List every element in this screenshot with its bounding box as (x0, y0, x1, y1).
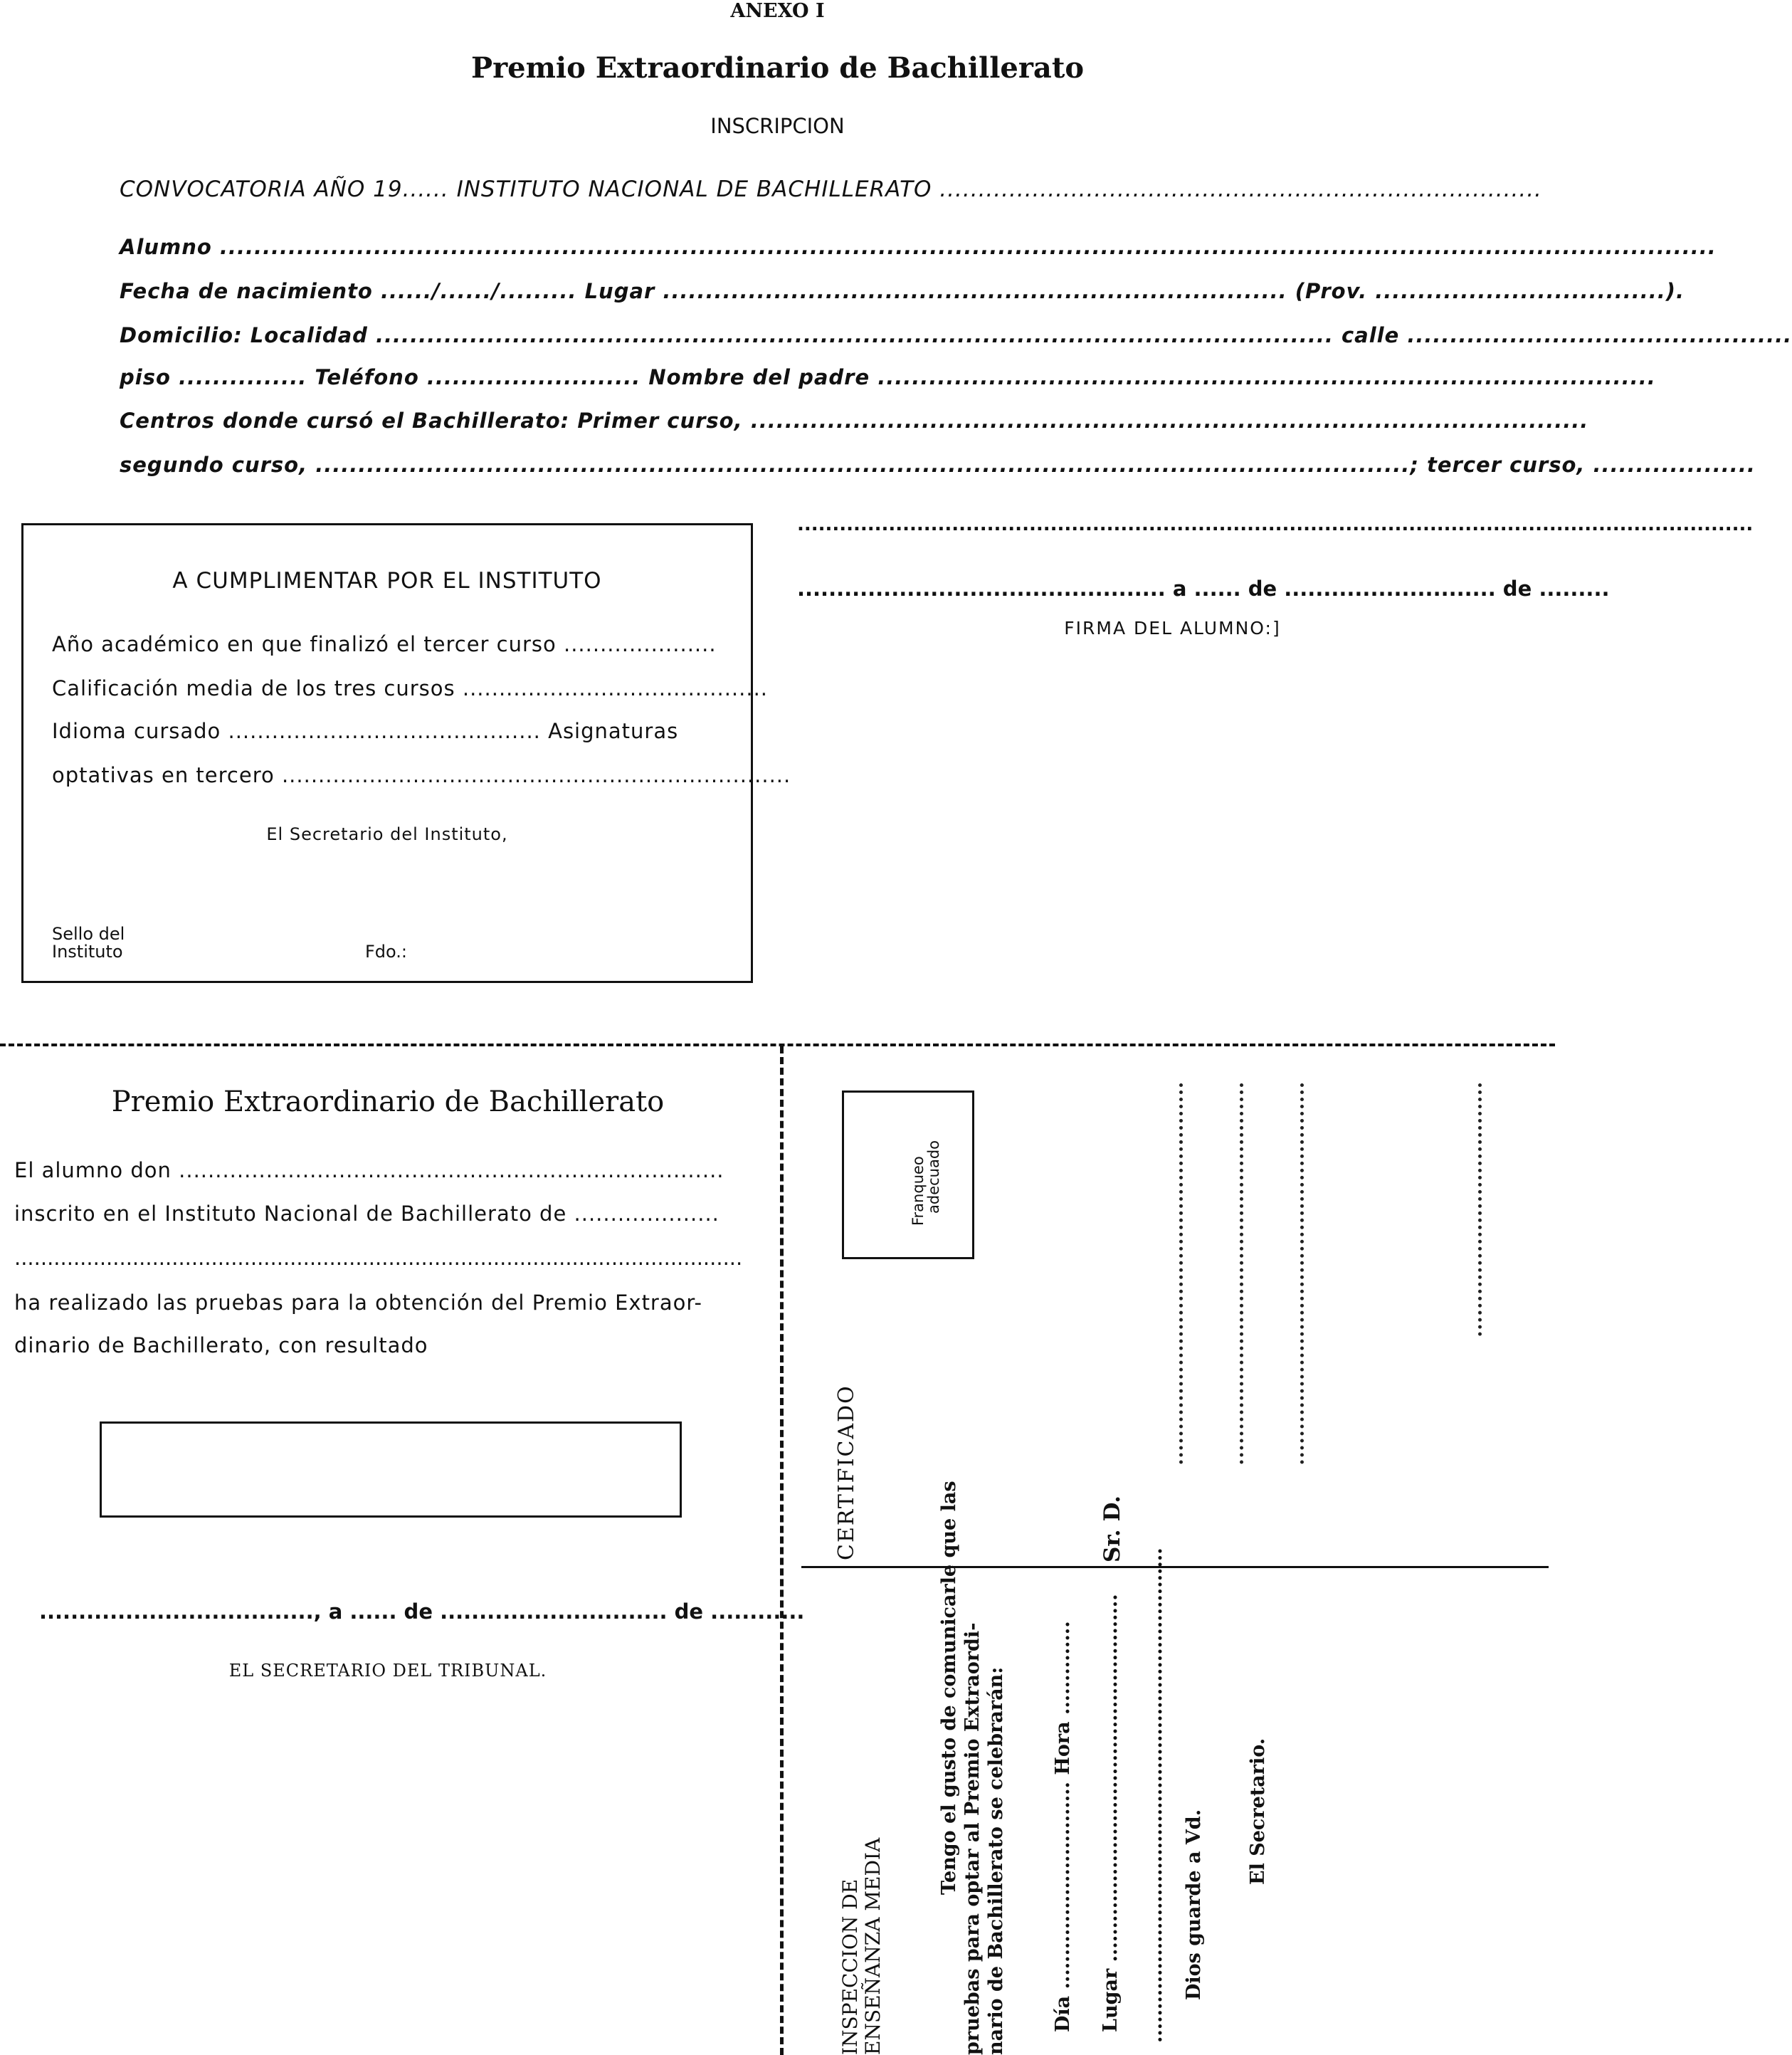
vertical-cut-line (780, 1046, 784, 2055)
message-line-2: pruebas para optar al Premio Extraordi- (961, 1622, 984, 2055)
tribunal-secretary-label: EL SECRETARIO DEL TRIBUNAL. (228, 1661, 547, 1681)
certificate-line-inscrito[interactable]: inscrito en el Instituto Nacional de Bachillerato de .................... (14, 1202, 720, 1226)
lugar-line[interactable]: Lugar ....................................................... (1100, 1594, 1122, 2032)
certificate-title: Premio Extraordinario de Bachillerato (111, 1086, 665, 1118)
address-line-2[interactable] (1240, 1083, 1243, 1464)
result-box[interactable] (100, 1421, 682, 1518)
institute-row-optativas[interactable]: optativas en tercero ...................................................................... (52, 763, 791, 787)
student-date-line[interactable]: ............................................... a ...... de ........................... de ......... (797, 577, 1610, 601)
inspeccion-label-2: ENSEÑANZA MEDIA (861, 1837, 885, 2055)
inspeccion-label-1: INSPECCION DE (838, 1878, 862, 2055)
form-line-alumno[interactable]: Alumno ............................................................................................................................................................................... (120, 235, 1717, 259)
institute-row-calificacion[interactable]: Calificación media de los tres cursos .......................................... (52, 676, 769, 700)
address-line-1[interactable] (1179, 1083, 1183, 1464)
message-line-3: nario de Bachillerato se celebrarán: (985, 1666, 1007, 2055)
seal-label-2: Instituto (52, 942, 123, 962)
student-dotted-line[interactable]: ........................................................................................................................................ (797, 514, 1754, 535)
institute-box (21, 523, 791, 983)
address-line-3[interactable] (1300, 1083, 1304, 1464)
institute-row-ano[interactable]: Año académico en que finalizó el tercer curso ..................... (52, 632, 717, 656)
sr-label: Sr. D. (1100, 1495, 1125, 1562)
horizontal-cut-line (0, 1044, 1555, 1046)
postcard-fold-line (801, 1566, 1549, 1568)
form-line-centros[interactable]: Centros donde cursó el Bachillerato: Primer curso, .................................................................................................. (120, 409, 1589, 433)
institute-box-heading: A CUMPLIMENTAR POR EL INSTITUTO (172, 568, 602, 594)
signed-label: Fdo.: (365, 942, 408, 962)
stamp-label-2: adecuado (925, 1140, 942, 1214)
stamp-box (842, 1090, 974, 1259)
certificate-line-resultado: dinario de Bachillerato, con resultado (14, 1333, 428, 1357)
form-line-convocatoria[interactable]: CONVOCATORIA AÑO 19...... INSTITUTO NACIONAL DE BACHILLERATO .............................................................................. (120, 177, 1542, 202)
dios-guarde-label: Dios guarde a Vd. (1183, 1809, 1205, 2000)
institute-row-idioma[interactable]: Idioma cursado ........................................... Asignaturas (52, 719, 679, 743)
student-signature-label: FIRMA DEL ALUMNO:] (1064, 618, 1281, 638)
dia-hora-line[interactable]: Día ............................... Hora .............. (1052, 1621, 1074, 2032)
form-line-piso[interactable]: piso ............... Teléfono ......................... Nombre del padre ........................................................................................... (120, 365, 1656, 389)
form-line-cursos[interactable]: segundo curso, ................................................................................................................................; tercer curso, ................... (120, 453, 1756, 477)
certificate-line-pruebas: ha realizado las pruebas para la obtención del Premio Extraor- (14, 1291, 702, 1315)
institute-secretary: El Secretario del Instituto, (266, 824, 508, 844)
certificate-line-dotted[interactable]: ............................................................................................................... (14, 1246, 743, 1270)
secretario-label: El Secretario. (1247, 1738, 1269, 1885)
address-line-4[interactable] (1478, 1083, 1482, 1336)
stamp-label-1: Franqueo (910, 1156, 927, 1226)
form-line-nacimiento[interactable]: Fecha de nacimiento ....../....../......... Lugar ......................................................................... (Prov. ..................................). (120, 279, 1685, 303)
form-line-domicilio[interactable]: Domicilio: Localidad ................................................................................................................ calle ............................................. (120, 323, 1792, 347)
page-title: Premio Extraordinario de Bachillerato (470, 51, 1084, 85)
message-line-1: Tengo el gusto de comunicarle que las (938, 1481, 960, 1895)
blank-dotted-line[interactable]: .......................................................................... (1144, 1547, 1166, 2043)
certificate-date-line[interactable]: ..................................., a ...... de ............................. de ............ (39, 1599, 805, 1624)
annex-label: ANEXO I (730, 0, 825, 22)
certificate-line-alumno[interactable]: El alumno don ........................................................................... (14, 1158, 724, 1182)
certificado-label: CERTIFICADO (834, 1384, 859, 1560)
page-subtitle: INSCRIPCION (710, 114, 845, 138)
seal-label-1: Sello del (52, 924, 125, 944)
